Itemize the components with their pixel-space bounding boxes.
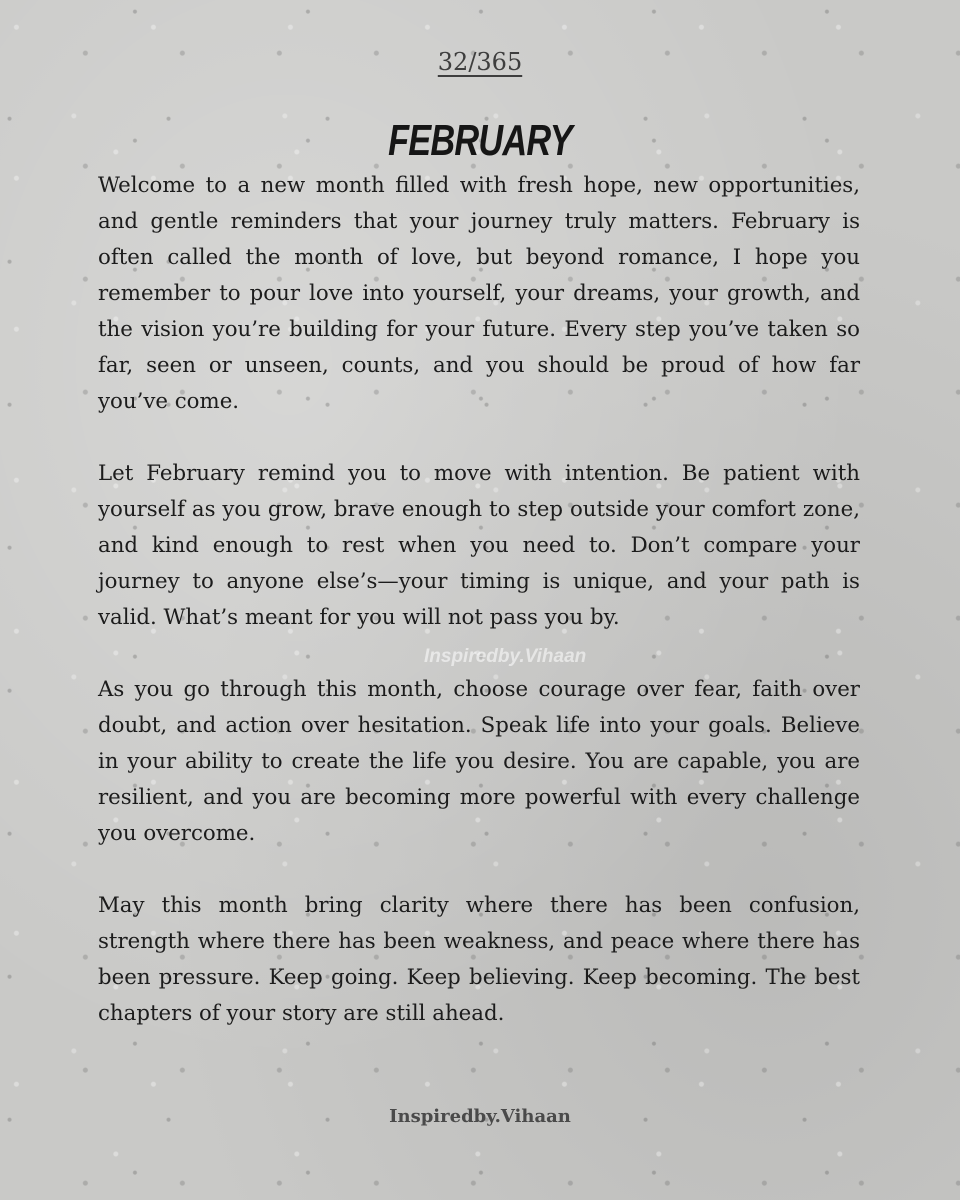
author-signature: Inspiredby.Vihaan xyxy=(389,1106,571,1127)
paragraph-2: Let February remind you to move with intention. Be patient with yourself as you grow, brave enough to step outside your comfort zone, and kind enough to rest when you need to. Don’t compare your journey to anyone else’s—your timing is unique, and your path is valid. What’s meant for you will not pass you by. xyxy=(98,461,860,630)
watermark: Inspiredby.Vihaan xyxy=(424,646,587,667)
day-counter: 32/365 xyxy=(437,48,523,76)
message-body xyxy=(98,168,860,1032)
paragraph-1: Welcome to a new month filled with fresh hope, new opportunities, and gentle reminders that your journey truly matters. February is often called the month of love, but beyond romance, I hope you remember to pour love into yourself, your dreams, your growth, and the vision you’re building for your future. Every step you’ve taken so far, seen or unseen, counts, and you should be proud of how far you’ve come. xyxy=(98,173,860,414)
paragraph-4: May this month bring clarity where there has been confusion, strength where there has been weakness, and peace where there has been pressure. Keep going. Keep believing. Keep becoming. The best chapters of your story are still ahead. xyxy=(98,893,860,1026)
paragraph-3: As you go through this month, choose courage over fear, faith over doubt, and action over hesitation. Speak life into your goals. Believe in your ability to create the life you desire. You are capable, you are resilient, and you are becoming more powerful with every challenge you overcome. xyxy=(98,677,860,846)
month-title: FEBRUARY xyxy=(388,116,572,165)
